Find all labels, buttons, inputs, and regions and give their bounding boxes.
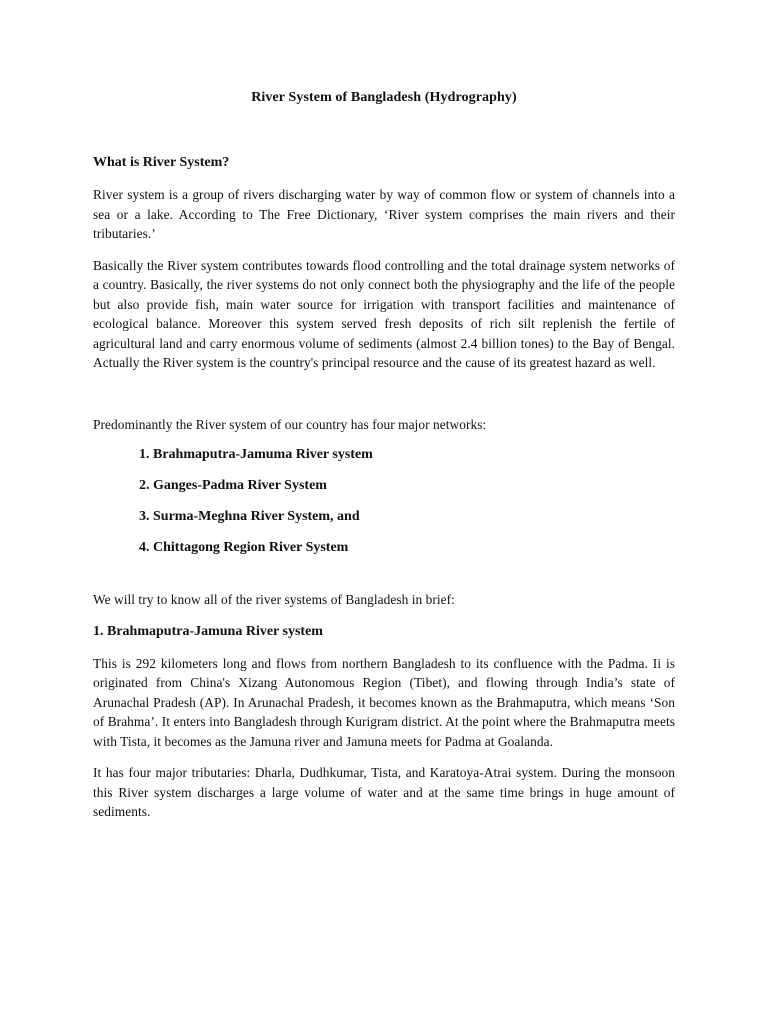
- paragraph-definition: River system is a group of rivers discharging water by way of common flow or system of channels into a sea or a lake. According to The Free Dictionary, ‘River system comprises the main rivers and their tributaries.’: [93, 187, 675, 241]
- list-item: 2. Ganges-Padma River System: [139, 478, 327, 493]
- list-item: 3. Surma-Meghna River System, and: [139, 509, 360, 524]
- networks-list: [93, 445, 675, 558]
- paragraph-basically: Basically the River system contributes towards flood controlling and the total drainage system networks of a country. Basically, the river systems do not only connect both the physiography and the life of the people but also provide fish, main water source for irrigation with transport facilities and maintenance of ecological balance. Moreover this system served fresh deposits of rich silt replenish the fertile of agricultural land and carry enormous volume of sediments (almost 2.4 billion tones) to the Bay of Bengal. Actually the River system is the country's principal resource and the cause of its greatest hazard as well.: [93, 257, 675, 370]
- paragraph-brahmaputra: This is 292 kilometers long and flows from northern Bangladesh to its confluence with the Padma. Ii is originated from China's Xizang Autonomous Region (Tibet), and flowing through India’s state of Arunachal Pradesh (AP). In Arunachal Pradesh, it becomes known as the Brahmaputra, which means ‘Son of Brahma’. It enters into Bangladesh through Kurigram district. At the point where the Brahmaputra meets with Tista, it becomes as the Jamuna river and Jamuna meets for Padma at Goalanda.: [93, 655, 675, 749]
- document-title: River System of Bangladesh (Hydrography): [251, 90, 517, 105]
- heading-brahmaputra-jamuna: 1. Brahmaputra-Jamuna River system: [93, 623, 323, 639]
- heading-what-is-river-system: What is River System?: [93, 155, 230, 170]
- list-item: 1. Brahmaputra-Jamuma River system: [139, 447, 373, 462]
- paragraph-predominantly: Predominantly the River system of our country has four major networks:: [93, 416, 487, 432]
- paragraph-we-will-try: We will try to know all of the river systems of Bangladesh in brief:: [93, 592, 455, 607]
- list-item: 4. Chittagong Region River System: [139, 540, 349, 555]
- document-page: [93, 88, 675, 822]
- paragraph-tributaries: It has four major tributaries: Dharla, Dudhkumar, Tista, and Karatoya-Atrai system. During the monsoon this River system discharges a large volume of water and at the same time brings in huge amount of sediments.: [93, 765, 675, 819]
